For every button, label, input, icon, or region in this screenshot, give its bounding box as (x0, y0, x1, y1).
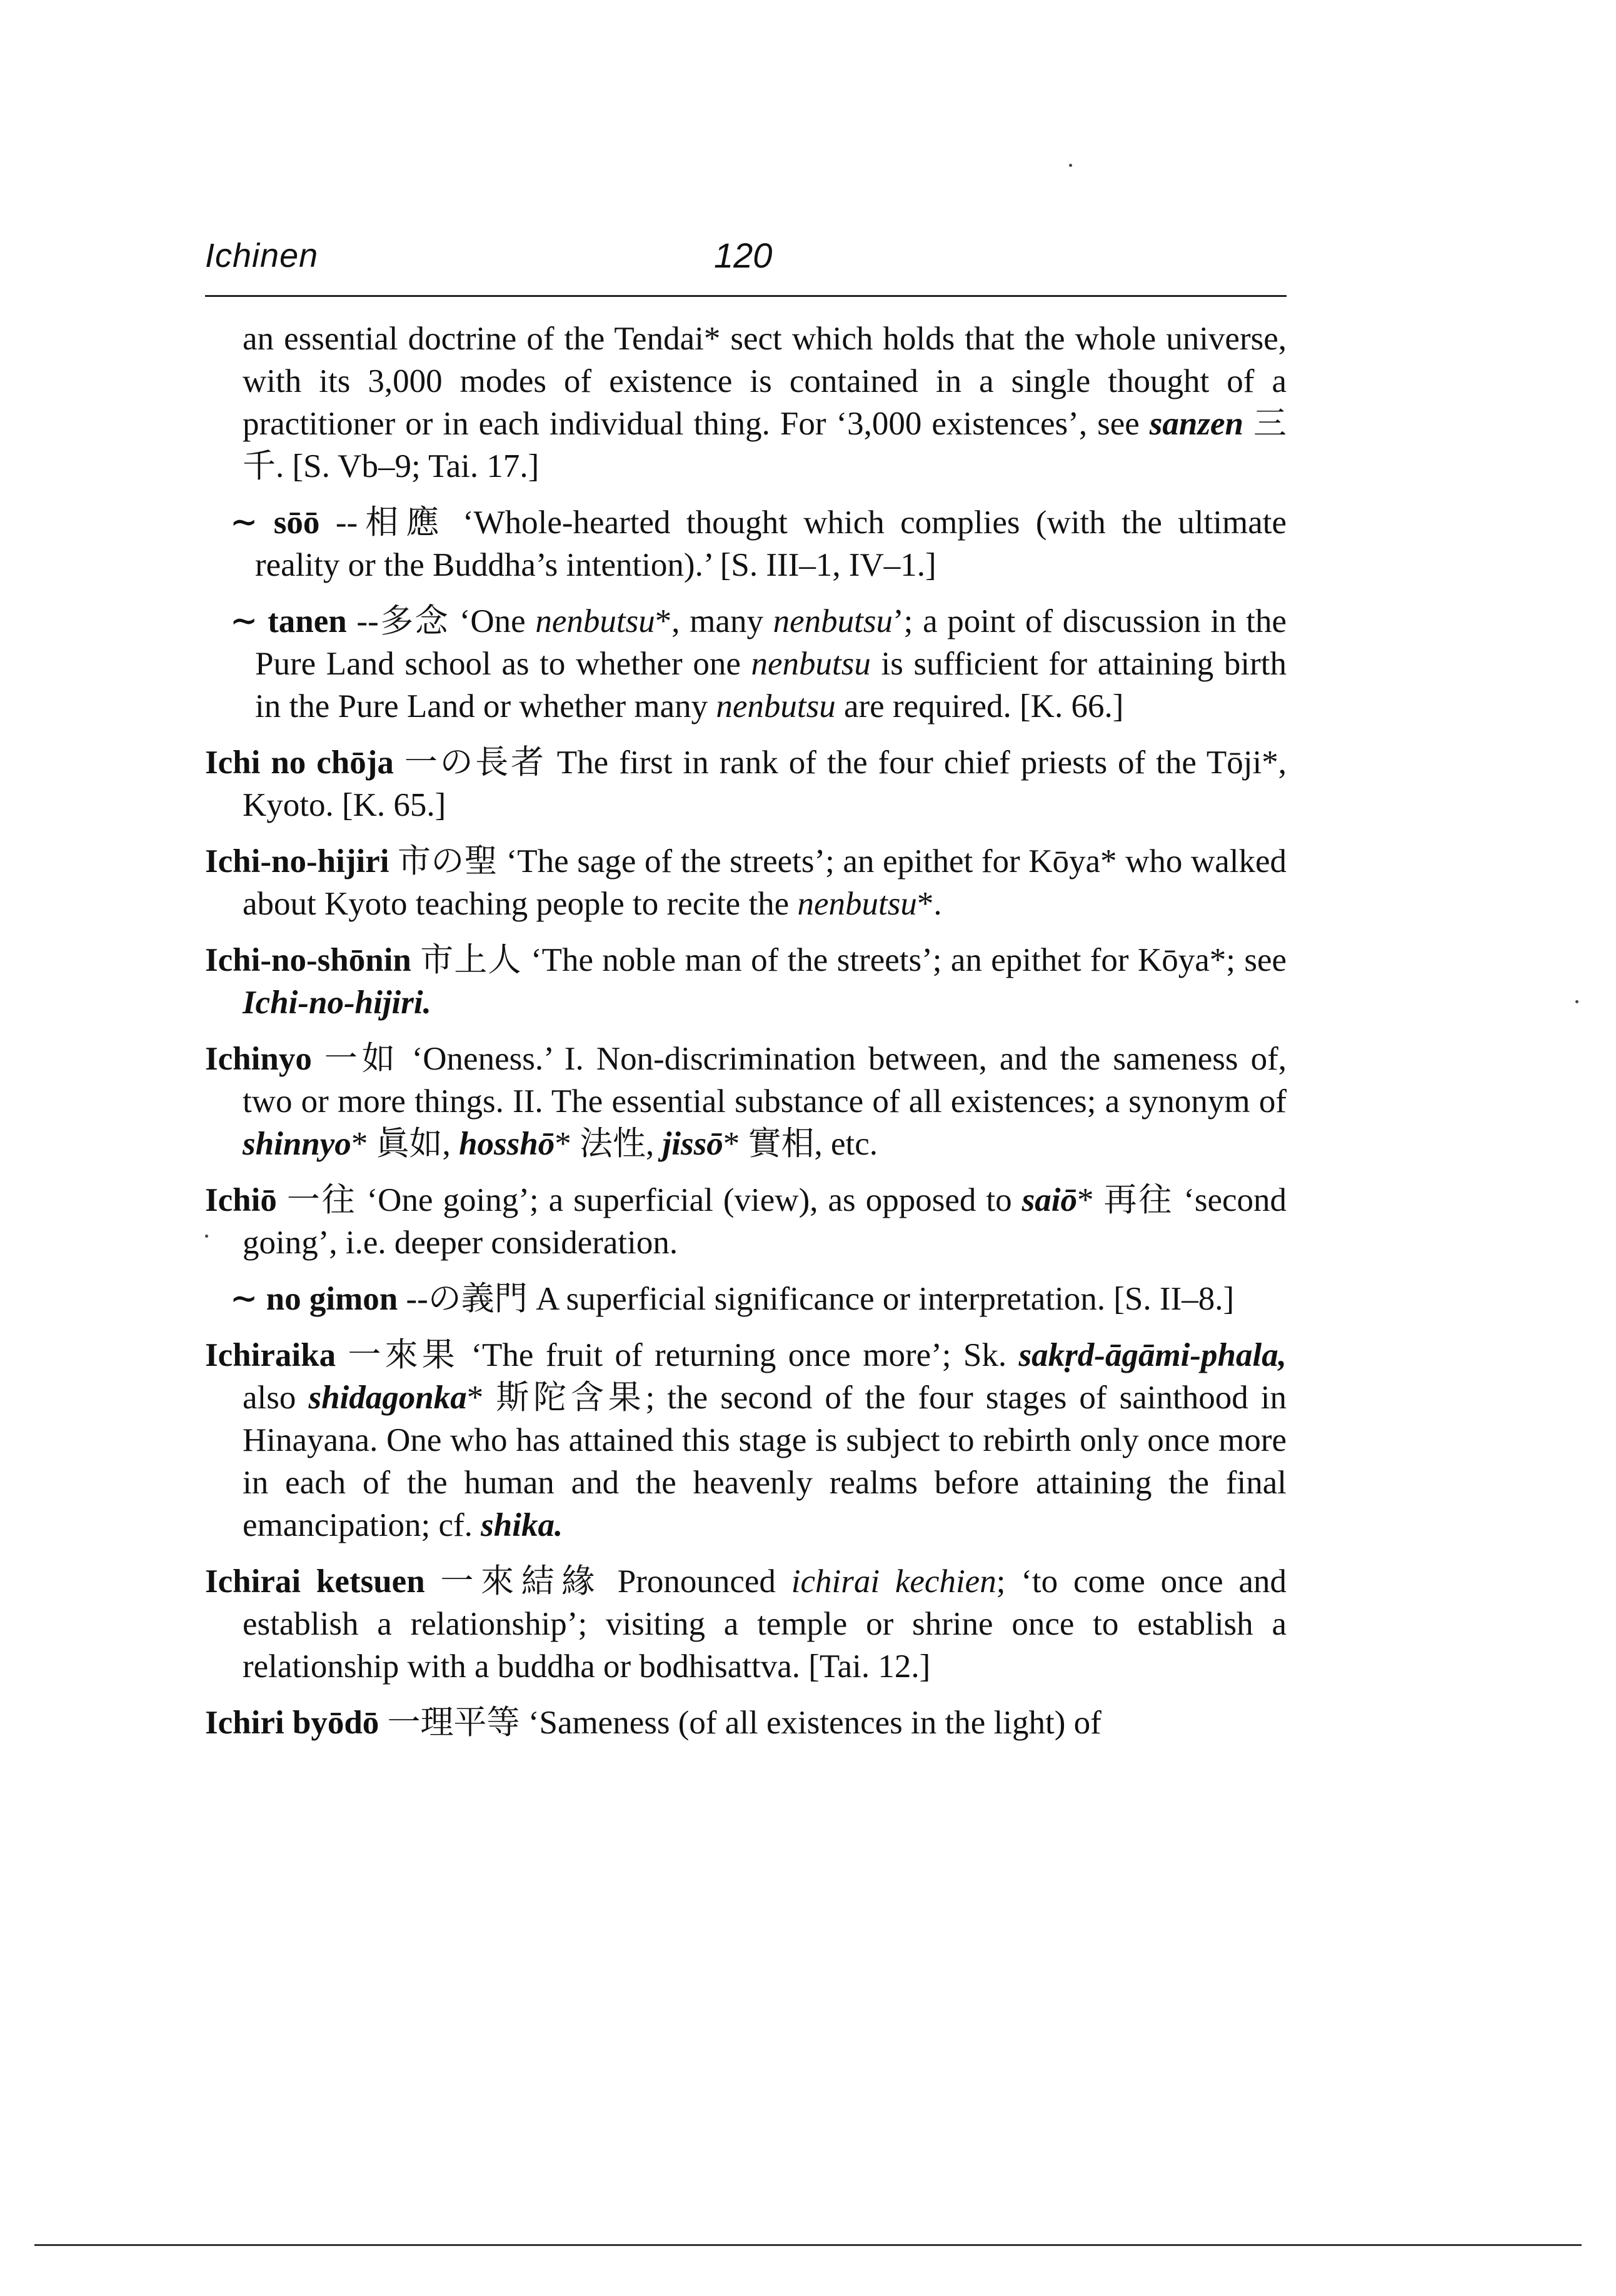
dictionary-body (205, 318, 1287, 1758)
scan-speck (1069, 164, 1072, 167)
headword-kanji: 一如 (311, 1041, 412, 1077)
scan-speck (1575, 1000, 1578, 1003)
entry-ichinyo: Ichinyo 一如 ‘Oneness.’ I. Non-discrimination between, and the sameness of, two or more things. II. The essential substance of all existences; a synonym of shinnyo* 眞如, hosshō* 法性, jissō* 實相, etc. (205, 1041, 1287, 1162)
subentry-tanen: ∼ tanen --多念 ‘One nenbutsu*, many nenbutsu’; a point of discussion in the Pure Land school as to whether one nenbutsu is sufficient for attaining birth in the Pure Land or whether many nenbutsu are required. [K. 66.] (230, 603, 1287, 724)
subentry-head: ∼ no gimon (230, 1281, 398, 1317)
headword: Ichinyo (205, 1041, 312, 1077)
headword-kanji: 一來結緣 (424, 1563, 618, 1600)
header-rule (205, 295, 1287, 297)
entry-ichirai-ketsuen: Ichirai ketsuen 一來結緣 Pronounced ichirai kechien; ‘to come once and establish a relationship’; visiting a temple or shrine once to establish a relationship with a buddha or bodhisattva. [Tai. 12.] (205, 1563, 1287, 1685)
subentry-head: ∼ sōō (230, 504, 320, 541)
entry-continuation: an essential doctrine of the Tendai* sect which holds that the whole universe, with its 3,000 modes of existence is contained in a single thought of a practitioner or in each individual thing. For ‘3,000 existences’, see sanzen 三千. [S. Vb–9; Tai. 17.] (243, 321, 1287, 484)
headword-kanji: 一來果 (336, 1337, 471, 1373)
headword-kanji: 一理平等 (379, 1705, 528, 1741)
entry-ichi-no-shonin: Ichi-no-shōnin 市上人 ‘The noble man of the streets’; an epithet for Kōya*; see Ichi-no-hijiri. (205, 942, 1287, 1021)
running-head: Ichinen (205, 237, 319, 274)
headword-kanji: 一往 (276, 1182, 367, 1218)
page-edge-rule (34, 2244, 1582, 2246)
entry-ichio: Ichiō 一往 ‘One going’; a superficial (view), as opposed to saiō* 再往 ‘second going’, i.e. deeper consideration. (205, 1182, 1287, 1261)
subentry-kanji: --多念 (346, 603, 459, 639)
entry-ichiri-byodo: Ichiri byōdō 一理平等 ‘Sameness (of all existences in the light) of (205, 1705, 1102, 1741)
subentry-head: ∼ tanen (230, 603, 347, 639)
headword: Ichiraika (205, 1337, 336, 1373)
subentry-kanji: --相應 (319, 504, 463, 541)
cross-ref: sanzen (1149, 406, 1243, 442)
page-number: 120 (714, 236, 773, 275)
cross-ref: Ichi-no-hijiri. (243, 985, 431, 1021)
headword: Ichi no chōja (205, 744, 394, 781)
subentry-no-gimon: ∼ no gimon --の義門 A superficial significance or interpretation. [S. II–8.] (230, 1281, 1235, 1317)
headword: Ichiō (205, 1182, 277, 1218)
headword: Ichirai ketsuen (205, 1563, 425, 1600)
entry-ichi-no-hijiri: Ichi-no-hijiri 市の聖 ‘The sage of the streets’; an epithet for Kōya* who walked about Kyoto teaching people to recite the nenbutsu*. (205, 843, 1287, 922)
headword: Ichi-no-hijiri (205, 843, 389, 880)
headword-kanji: 市の聖 (389, 843, 506, 880)
headword-kanji: 市上人 (411, 942, 531, 978)
entry-ichiraika: Ichiraika 一來果 ‘The fruit of returning once more’; Sk. sakṛd-āgāmi-phala, also shidagonka* 斯陀含果; the second of the four stages of sainthood in Hinayana. One who has attained this stage is subject to rebirth only once more in each of the human and the heavenly realms before attaining the final emancipation; cf. shika. (205, 1337, 1287, 1543)
subentry-kanji: --の義門 (398, 1281, 536, 1317)
headword: Ichiri byōdō (205, 1705, 379, 1741)
entry-ichi-no-choja: Ichi no chōja 一の長者 The first in rank of the four chief priests of the Tōji*, Kyoto. [K. 65.] (205, 744, 1287, 823)
headword: Ichi-no-shōnin (205, 942, 411, 978)
headword-kanji: 一の長者 (393, 744, 557, 781)
subentry-soo: ∼ sōō --相應 ‘Whole-hearted thought which complies (with the ultimate reality or the Buddha’s intention).’ [S. III–1, IV–1.] (230, 504, 1287, 583)
